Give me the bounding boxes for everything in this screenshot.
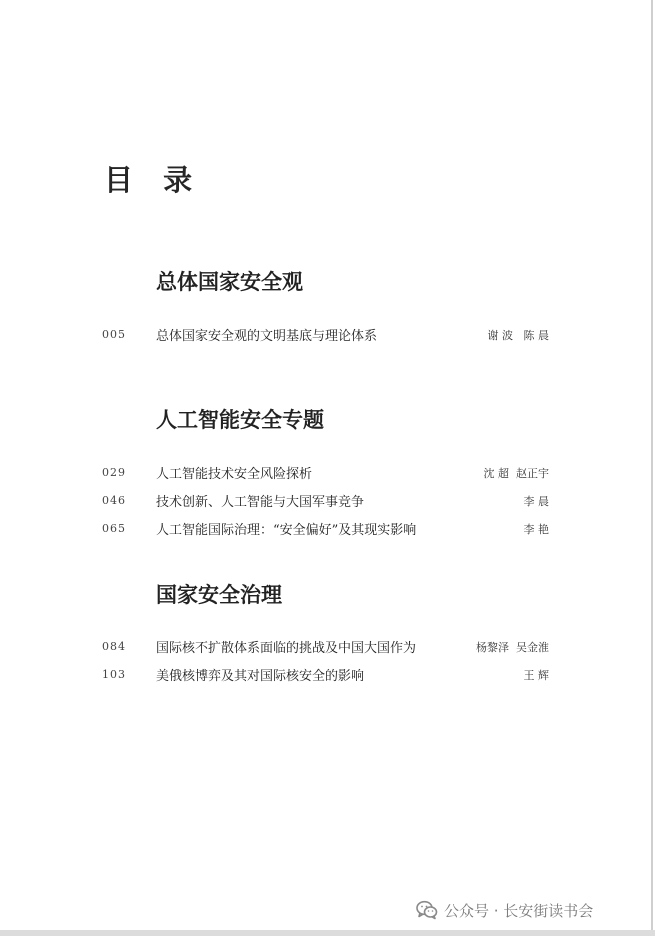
watermark-text: 公众号 · 长安街读书会 — [444, 901, 594, 920]
entry-title[interactable]: 技术创新、人工智能与大国军事竞争 — [156, 495, 365, 510]
section-title-governance: 国家安全治理 — [156, 582, 282, 607]
page-number: 005 — [102, 328, 126, 341]
page-number: 029 — [102, 466, 126, 479]
page-number: 103 — [102, 668, 126, 681]
entry-title[interactable]: 人工智能国际治理：“安全偏好”及其现实影响 — [156, 523, 417, 538]
page-number: 084 — [102, 640, 126, 653]
section-title-overall-security: 总体国家安全观 — [156, 269, 303, 294]
entry-title[interactable]: 总体国家安全观的文明基底与理论体系 — [156, 329, 378, 344]
entry-authors: 王 辉 — [523, 669, 549, 682]
page-number: 046 — [102, 494, 126, 507]
page-number: 065 — [102, 522, 126, 535]
toc-entry[interactable] — [0, 637, 655, 657]
wechat-icon — [416, 900, 438, 920]
toc-entry[interactable] — [0, 463, 655, 483]
entry-authors: 李 艳 — [523, 523, 549, 536]
entry-title[interactable]: 国际核不扩散体系面临的挑战及中国大国作为 — [156, 641, 417, 656]
toc-heading: 目 录 — [104, 163, 203, 197]
entry-title[interactable]: 人工智能技术安全风险探析 — [156, 467, 313, 482]
entry-authors: 李 晨 — [523, 495, 549, 508]
toc-entry[interactable] — [0, 491, 655, 511]
toc-entry[interactable] — [0, 665, 655, 685]
toc-entry[interactable] — [0, 519, 655, 539]
entry-authors: 谢 波 陈 晨 — [487, 329, 549, 342]
entry-authors: 沈 超 赵正宇 — [483, 467, 549, 480]
page-bottom-strip — [0, 930, 655, 936]
toc-entry[interactable] — [0, 325, 655, 345]
entry-title[interactable]: 美俄核博弈及其对国际核安全的影响 — [156, 669, 365, 684]
entry-authors: 杨黎泽 吴金淮 — [476, 641, 549, 654]
wechat-watermark — [416, 898, 593, 922]
section-title-ai-security: 人工智能安全专题 — [156, 407, 324, 432]
